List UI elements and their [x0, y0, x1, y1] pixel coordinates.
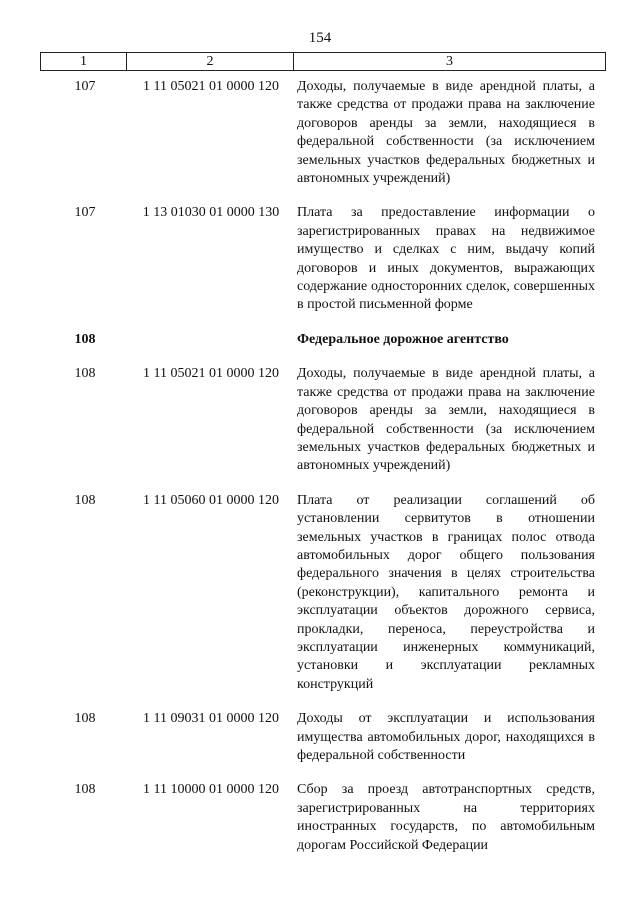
income-description: Доходы, получаемые в виде арендной платы, а также средства от продажи права на заключение договоров аренды за земли, находящиеся в федеральной собственности (за исключением земельных участков федеральных бюджетных и автономных учреждений): [297, 366, 595, 474]
header-col-3: 3: [294, 53, 606, 71]
kbk-code: 1 11 09031 01 0000 120: [143, 711, 279, 727]
table-row: [40, 204, 605, 314]
kbk-code: 1 11 10000 01 0000 120: [143, 782, 279, 798]
kbk-code: 1 11 05021 01 0000 120: [143, 366, 279, 382]
agency-heading-row: [40, 331, 605, 349]
income-description: Доходы от эксплуатации и использования имущества автомобильных дорог, находящихся в федеральной собственности: [297, 711, 595, 763]
table-body: [40, 78, 605, 855]
table-row: [40, 78, 605, 188]
admin-code: 108: [74, 711, 96, 727]
income-description: Плата за предоставление информации о зарегистрированных правах на недвижимое имущество и сделках с ним, выдачу копий договоров и иных документов, выражающих содержание односторонних сделок, совершенных в простой письменной форме: [297, 205, 595, 313]
kbk-code: 1 11 05060 01 0000 120: [143, 492, 279, 508]
admin-code: 108: [74, 782, 96, 798]
income-description: Сбор за проезд автотранспортных средств, зарегистрированных на территориях иностранных государств, по автомобильным дорогам Российской Федерации: [297, 782, 595, 853]
income-description: Плата от реализации соглашений об установлении сервитутов в отношении земельных участков в границах полос отвода автомобильных дорог общего пользования федерального значения в целях строительства (реконструкции), капитального ремонта и эксплуатации объектов дорожного сервиса, прокладки, переноса, переустройства и эксплуатации инженерных коммуникаций, установки и эксплуатации рекламных конструкций: [297, 492, 595, 692]
admin-code: 107: [74, 205, 96, 221]
admin-code: 108: [74, 492, 96, 508]
header-col-1: 1: [41, 53, 127, 71]
table-row: [40, 492, 605, 694]
page-number: 154: [308, 30, 332, 46]
table-row: [40, 781, 605, 855]
table-row: [40, 365, 605, 475]
admin-code: 108: [74, 366, 96, 382]
kbk-code: [130, 331, 292, 349]
kbk-code: 1 13 01030 01 0000 130: [142, 205, 280, 221]
income-description: Доходы, получаемые в виде арендной платы, а также средства от продажи права на заключение договоров аренды за земли, находящиеся в федеральной собственности (за исключением земельных участков федеральных бюджетных и автономных учреждений): [297, 79, 595, 187]
agency-name: Федеральное дорожное агентство: [297, 331, 509, 347]
table-row: [40, 710, 605, 765]
table-header: [40, 52, 606, 71]
kbk-code: 1 11 05021 01 0000 120: [143, 79, 279, 94]
admin-code: 107: [74, 79, 96, 94]
admin-code: 108: [74, 331, 96, 347]
header-col-2: 2: [127, 53, 294, 71]
